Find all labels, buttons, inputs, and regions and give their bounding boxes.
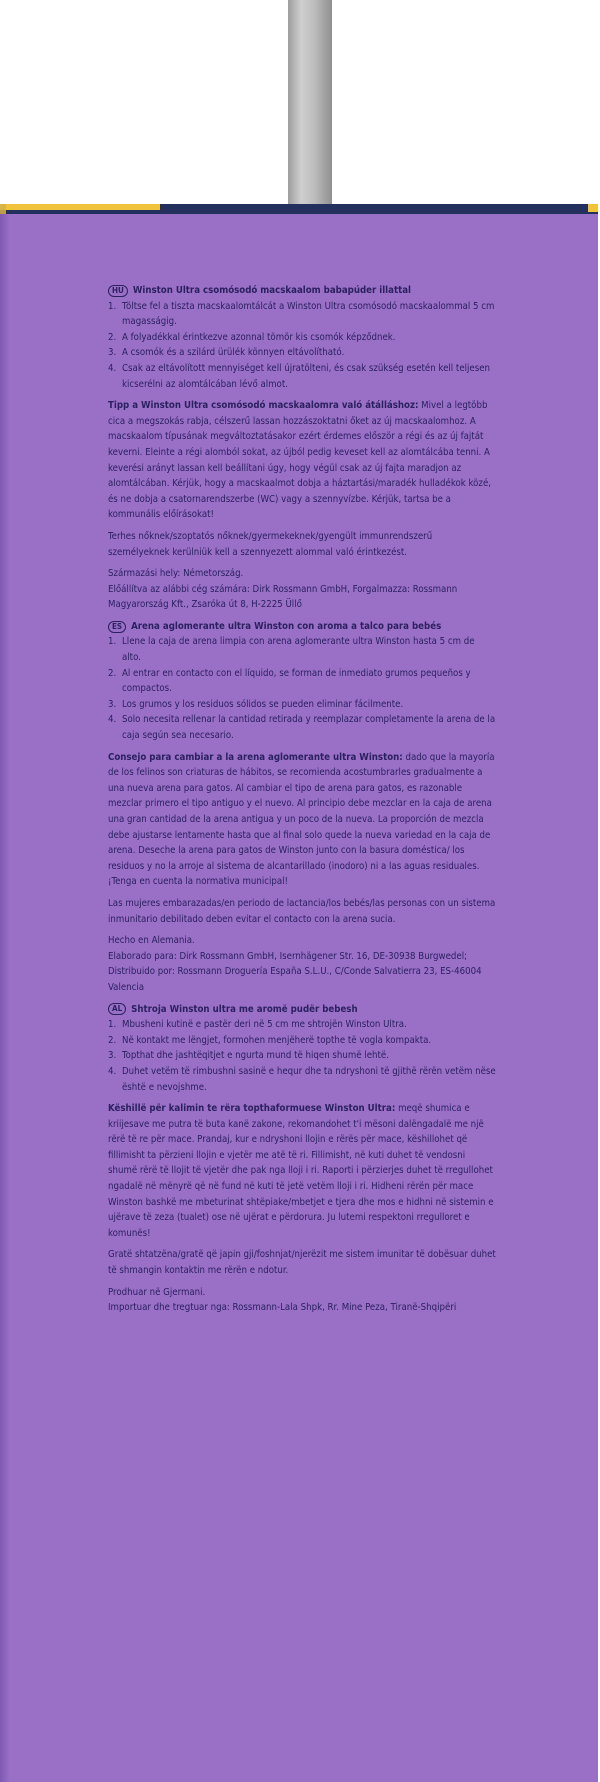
list-item: 4. Duhet vetëm të rimbushni sasinë e hequr dhe ta ndryshoni të gjithë rërën vetëm nëse është e nevojshme. [108,1065,496,1093]
section-title-text: Shtroja Winston ultra me aromë pudër bebesh [131,1003,358,1015]
section-es [108,619,496,996]
section-hu [108,283,496,613]
usage-steps [108,1017,496,1095]
language-badge: ES [108,621,126,633]
list-item: 2. Al entrar en contacto con el líquido, se forman de inmediato grumos pequeños y compactos. [108,667,471,695]
list-item: 3. Los grumos y los residuos sólidos se pueden eliminar fácilmente. [108,698,404,710]
tip-lead: Tipp a Winston Ultra csomósodó macskaalomra való átálláshoz: [108,400,419,412]
warning-text: Gratë shtatzëna/gratë që japin gji/foshnjat/njerëzit me sistem imunitar të dobësuar duhet të shmangin kontaktin me rërën e ndotur. [108,1249,496,1277]
tip-text: Mivel a legtöbb cica a megszokás rabja, célszerű lassan hozzászoktatni őket az új macskaalomhoz. A macskaalom típusának megváltoztatásakor ezért érdemes először a régi és az új fajtát keverni. Eleinte a régi alomból sokat, az újból pedig keveset kell az alomtálcába tenni. A keverési arányt lassan kell beállítani úgy, hogy végül csak az új fajta maradjon az alomtálcában. Kérjük, hogy a macskaalmot dobja a háztartási/maradék hulladékok közé, és ne dobja a csatornarendszerbe (WC) vagy a szennyvízbe. Kérjük, tartsa be a kommunális előírásokat! [108,400,492,521]
list-item: 3. Topthat dhe jashtëqitjet e ngurta mund të hiqen shumë lehtë. [108,1050,389,1062]
origin-text: Hecho en Alemania. [108,935,195,947]
list-item: 1. Töltse fel a tiszta macskaalomtálcát a Winston Ultra csomósodó macskaalommal 5 cm magasságig. [108,300,495,328]
list-item: 3. A csomók és a szilárd ürülék könnyen eltávolítható. [108,347,345,359]
section-al [108,1002,496,1316]
warning-text: Las mujeres embarazadas/en periodo de lactancia/los bebés/las personas con un sistema inmunitario debilitado deben evitar el contacto con la arena sucia. [108,897,496,925]
tip-text: meqë shumica e kriijesave me putra të buta kanë zakone, rekomandohet t'i mësoni dalëngadalë me një rërë të re për mace. Prandaj, kur e ndryshoni llojin e rërës për mace, këshillohet që fillimisht ta përzieni llojin e vjetër me atë të ri. Fillimisht, në kuti duhet të vendosni shumë rërë të llojit të vjetër dhe pak nga lloji i ri. Raporti i përzierjes duhet të rregullohet ngadalë në mënyrë që në fund në kuti të jetë vetëm lloji i ri. Hidheni rërën për mace Winston bashkë me mbeturinat shtëpiake/mbetjet e tjera dhe mos e hidhni në sistemin e ujërave të zeza (tualet) ose në ujërat e përdorura. Ju lutemi respektoni rregulloret e komunës! [108,1103,494,1239]
section-title-text: Winston Ultra csomósodó macskaalom babapúder illattal [132,285,411,296]
package-side-shadow [0,214,10,1782]
tip-lead: Këshillë për kalimin te rëra topthaformuese Winston Ultra: [108,1103,396,1115]
language-badge: HU [108,285,128,297]
list-item: 4. Solo necesita rellenar la cantidad retirada y reemplazar completamente la arena de la caja según sea necesario. [108,714,496,742]
language-badge: AL [108,1003,126,1015]
list-item: 2. Në kontakt me lëngjet, formohen menjëherë topthe të vogla kompakta. [108,1034,432,1046]
section-title [108,283,496,299]
package-yellow-corner-right [588,204,598,212]
tip-lead: Consejo para cambiar a la arena aglomerante ultra Winston: [108,751,403,763]
tip-paragraph [108,750,496,890]
tip-paragraph [108,398,496,523]
usage-steps [108,299,496,393]
maker-text: Importuar dhe tregtuar nga: Rossmann-Lala Shpk, Rr. Mine Peza, Tiranë-Shqipëri [108,1302,457,1314]
tip-paragraph [108,1101,496,1241]
product-instructions [108,283,496,1316]
origin-text: Prodhuar në Gjermani. [108,1286,206,1298]
list-item: 4. Csak az eltávolított mennyiséget kell újratölteni, és csak szükség esetén kell teljesen kicserélni az alomtálcában lévő almot. [108,362,491,390]
list-item: 2. A folyadékkal érintkezve azonnal tömör kis csomók képződnek. [108,331,396,343]
maker-text: Elaborado para: Dirk Rossmann GmbH, Isernhägener Str. 16, DE-30938 Burgwedel; Distribuido por: Rossmann Droguería España S.L.U., C/Conde Salvatierra 23, ES-46004 Valencia [108,950,482,993]
origin-text: Származási hely: Németország. [108,568,244,580]
maker-text: Előállítva az alábbi cég számára: Dirk Rossmann GmbH, Forgalmazza: Rossmann Magyarország Kft., Zsaróka út 8, H-2225 Üllő [108,583,458,611]
section-title [108,619,496,635]
tip-text: dado que la mayoría de los felinos son criaturas de hábitos, se recomienda acostumbrarles gradualmente a una nueva arena para gatos. Al cambiar el tipo de arena para gatos, es razonable mezclar primero el tipo antiguo y el nuevo. Al principio debe mezclar en la caja de arena una gran cantidad de la arena antigua y un poco de la nueva. La proporción de mezcla debe ajustarse lentamente hasta que al final solo quede la nueva variedad en la caja de arena. Deseche la arena para gatos de Winston junto con la basura doméstica/ los residuos y no la arroje al sistema de alcantarillado (inodoro) ni a las aguas residuales. ¡Tenga en cuenta la normativa municipal! [108,751,495,888]
usage-steps [108,634,496,743]
package-yellow-stripe [0,204,160,210]
list-item: 1. Mbusheni kutinë e pastër deri në 5 cm me shtrojën Winston Ultra. [108,1019,407,1031]
carry-handle [288,0,332,208]
warning-text: Terhes nőknek/szoptatós nőknek/gyermekeknek/gyengült immunrendszerű személyeknek kerülniük kell a szennyezett alommal való érintkezést. [108,530,433,558]
section-title [108,1002,496,1018]
list-item: 1. Llene la caja de arena limpia con arena aglomerante ultra Winston hasta 5 cm de alto. [108,636,475,664]
section-title-text: Arena aglomerante ultra Winston con aroma a talco para bebés [131,620,442,632]
